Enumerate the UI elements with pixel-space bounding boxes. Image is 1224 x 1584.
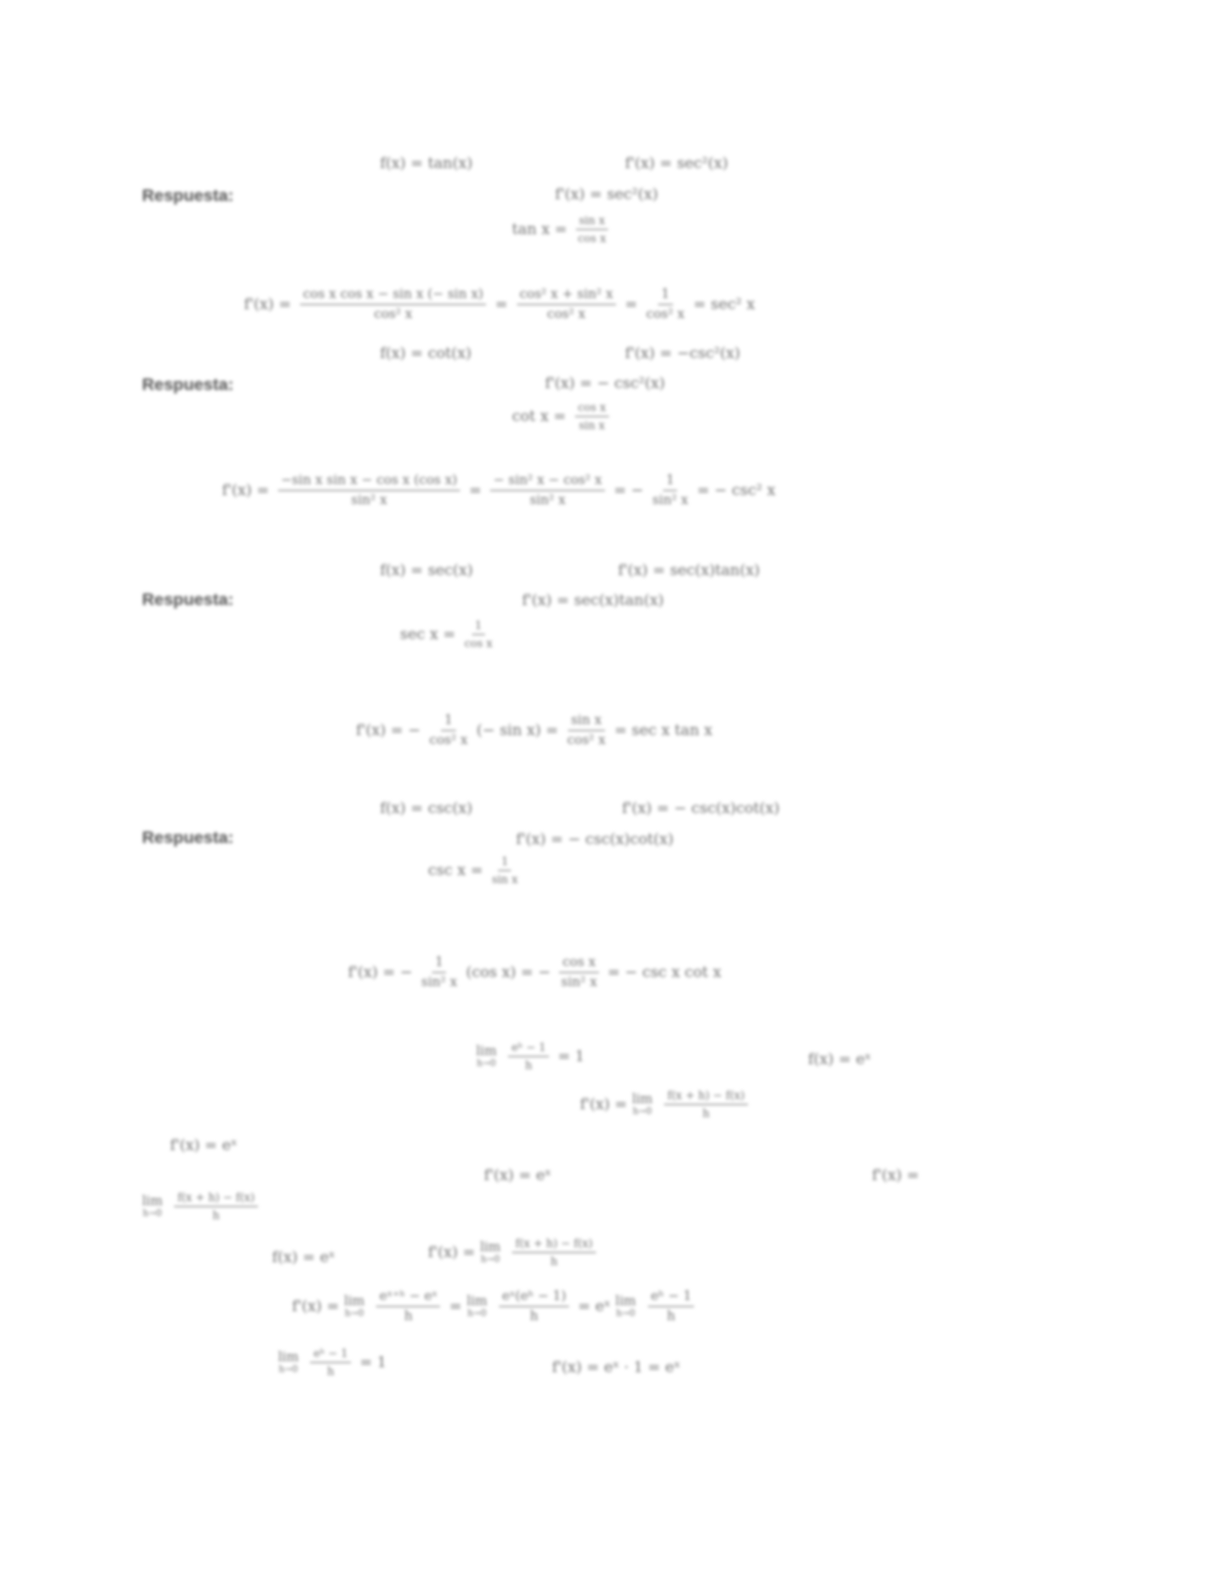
derivation-line	[244, 288, 755, 321]
row-b-derivation	[292, 1290, 698, 1323]
numerator: f(x + h) − f(x)	[512, 1238, 595, 1253]
claim-line: f'(x) = sec(x)tan(x)	[522, 591, 664, 609]
identity-denominator: cos x	[577, 232, 607, 245]
numerator: 1	[441, 714, 455, 731]
lim-text: lim	[466, 1293, 488, 1309]
identity-fraction	[464, 620, 492, 649]
derivation-lhs: f'(x) =	[292, 1297, 340, 1315]
limit-result: = 1	[557, 1047, 585, 1065]
numerator: 1	[432, 956, 446, 973]
limit-operator	[480, 1241, 501, 1265]
derivation-fraction-1	[429, 714, 467, 747]
identity-line	[512, 215, 612, 244]
lim-text: lim	[615, 1293, 636, 1309]
respuesta-label: Respuesta:	[142, 828, 234, 847]
definition-fraction	[664, 1090, 747, 1119]
identity-numerator: sin x	[576, 215, 608, 230]
lim-subscript: h→0	[632, 1106, 652, 1117]
stray-fraction	[174, 1192, 257, 1221]
limit-result: = 1	[359, 1353, 387, 1371]
derivation-fraction-1	[421, 956, 457, 989]
stray-derivative-middle: f'(x) = eˣ	[484, 1166, 552, 1184]
identity-numerator: 1	[498, 856, 511, 871]
given-derivative: f'(x) = − csc(x)cot(x)	[622, 799, 780, 817]
numerator: eʰ − 1	[508, 1042, 548, 1057]
given-function: f(x) = cot(x)	[380, 344, 472, 362]
derivation-line	[348, 956, 721, 989]
derivation-line	[356, 714, 713, 747]
lim-text: lim	[476, 1043, 497, 1059]
row-c-limit	[278, 1348, 387, 1377]
derivation-fraction-2	[517, 288, 617, 321]
limit-operator	[344, 1295, 365, 1319]
derivation-middle: (− sin x) =	[476, 721, 559, 739]
lim-text: lim	[278, 1349, 299, 1365]
limit-operator	[142, 1195, 163, 1219]
denominator: h	[550, 1255, 558, 1268]
numerator: −sin x sin x − cos x (cos x)	[278, 474, 460, 491]
denominator: cos² x	[547, 307, 586, 322]
derivation-middle: (cos x) = −	[465, 963, 551, 981]
denominator: sin² x	[421, 975, 458, 990]
numerator: cos² x + sin² x	[517, 288, 617, 305]
numerator: cos x cos x − sin x (− sin x)	[300, 288, 486, 305]
limit-fraction	[508, 1042, 548, 1071]
derivative-definition	[580, 1090, 752, 1119]
equals-minus: = −	[613, 481, 644, 499]
given-derivative: f'(x) = −csc²(x)	[625, 344, 741, 362]
respuesta-label: Respuesta:	[142, 590, 234, 609]
denominator: cos² x	[646, 307, 685, 322]
row-a-definition	[428, 1238, 600, 1267]
equals-sign: =	[624, 295, 638, 313]
lim-subscript: h→0	[480, 1254, 500, 1265]
limit-operator	[278, 1351, 299, 1375]
denominator: h	[666, 1309, 676, 1324]
derivation-fraction-3	[652, 474, 688, 507]
identity-line	[512, 402, 613, 431]
lim-text: lim	[343, 1293, 365, 1309]
numerator: 1	[663, 474, 677, 491]
given-derivative: f'(x) = sec²(x)	[625, 154, 729, 172]
numerator: eˣ(eʰ − 1)	[499, 1290, 569, 1307]
given-function: f(x) = csc(x)	[380, 799, 473, 817]
exp-function: f(x) = eˣ	[808, 1050, 872, 1068]
denominator: sin² x	[529, 493, 566, 508]
identity-lhs: csc x =	[428, 861, 484, 879]
numerator: eʰ − 1	[648, 1290, 695, 1307]
identity-lhs: tan x =	[512, 220, 568, 238]
limit-operator	[632, 1093, 653, 1117]
given-derivative: f'(x) = sec(x)tan(x)	[618, 561, 760, 579]
limit-operator	[467, 1295, 488, 1319]
identity-line	[400, 620, 496, 649]
numerator: − sin² x − cos² x	[490, 474, 605, 491]
lim-text: lim	[142, 1193, 163, 1209]
numerator: f(x + h) − f(x)	[174, 1192, 257, 1207]
denominator: h	[529, 1309, 539, 1324]
stray-limit-definition	[142, 1192, 262, 1221]
definition-lhs: f'(x) =	[580, 1095, 628, 1113]
denominator: h	[404, 1309, 413, 1324]
derivation-fraction-2	[567, 714, 605, 747]
claim-line: f'(x) = − csc²(x)	[545, 374, 665, 392]
derivation-result: = sec x tan x	[614, 721, 713, 739]
numerator: eʰ − 1	[310, 1348, 350, 1363]
derivation-result: = sec² x	[693, 295, 755, 313]
derivation-fraction-2	[490, 474, 605, 507]
limit-statement	[476, 1042, 585, 1071]
claim-line: f'(x) = sec²(x)	[555, 185, 659, 203]
derivation-lhs: f'(x) = −	[348, 963, 413, 981]
row-b-fraction-1	[376, 1290, 440, 1323]
given-function: f(x) = sec(x)	[380, 561, 473, 579]
identity-fraction	[492, 856, 518, 885]
equals-exp: = eˣ	[577, 1297, 611, 1315]
denominator: h	[327, 1365, 335, 1378]
identity-lhs: sec x =	[400, 625, 456, 643]
denominator: h	[702, 1107, 710, 1120]
identity-denominator: cos x	[464, 637, 493, 650]
denominator: cos² x	[373, 307, 413, 322]
lim-subscript: h→0	[467, 1308, 487, 1319]
derivation-lhs: f'(x) =	[222, 481, 270, 499]
derivation-result: = − csc² x	[697, 481, 776, 499]
derivation-lhs: f'(x) =	[244, 295, 292, 313]
respuesta-label: Respuesta:	[142, 375, 234, 394]
identity-numerator: 1	[472, 620, 485, 635]
identity-numerator: cos x	[575, 402, 609, 417]
identity-lhs: cot x =	[512, 407, 567, 425]
equals-sign: =	[495, 295, 508, 313]
definition-lhs: f'(x) =	[428, 1243, 476, 1261]
row-b-fraction-2	[499, 1290, 569, 1323]
lim-subscript: h→0	[344, 1308, 364, 1319]
given-function: f(x) = tan(x)	[380, 154, 473, 172]
lim-text: lim	[479, 1239, 501, 1255]
equals-sign: =	[449, 1297, 462, 1315]
stray-derivative-right: f'(x) =	[872, 1166, 920, 1184]
derivation-fraction-2	[559, 956, 598, 989]
identity-fraction	[576, 215, 608, 244]
row-c-fraction	[310, 1348, 350, 1377]
denominator: h	[525, 1059, 533, 1072]
derivation-fraction-3	[646, 288, 684, 321]
respuesta-label: Respuesta:	[142, 186, 234, 205]
limit-operator	[615, 1295, 636, 1319]
identity-fraction	[575, 402, 609, 431]
numerator: eˣ⁺ʰ − eˣ	[376, 1290, 440, 1307]
stray-derivative-left: f'(x) = eˣ	[170, 1136, 238, 1154]
row-a-fraction	[512, 1238, 595, 1267]
lim-text: lim	[631, 1091, 653, 1107]
identity-denominator: sin x	[578, 419, 605, 432]
denominator: sin² x	[652, 493, 689, 508]
row-a-function: f(x) = eˣ	[272, 1248, 336, 1266]
lim-subscript: h→0	[616, 1308, 636, 1319]
equals-sign: =	[469, 481, 482, 499]
final-result: f'(x) = eˣ · 1 = eˣ	[552, 1358, 681, 1376]
lim-subscript: h→0	[278, 1364, 298, 1375]
derivation-fraction-1	[300, 288, 486, 321]
numerator: sin x	[568, 714, 605, 731]
derivation-fraction-1	[278, 474, 460, 507]
derivation-line	[222, 474, 775, 507]
denominator: sin² x	[561, 975, 598, 990]
row-b-fraction-3	[648, 1290, 695, 1323]
limit-operator	[476, 1045, 497, 1069]
numerator: 1	[658, 288, 672, 305]
identity-line	[428, 856, 522, 885]
numerator: f(x + h) − f(x)	[664, 1090, 747, 1105]
denominator: cos² x	[567, 733, 606, 748]
derivation-lhs: f'(x) = −	[356, 721, 421, 739]
lim-subscript: h→0	[476, 1058, 496, 1069]
numerator: cos x	[559, 956, 598, 973]
denominator: sin² x	[351, 493, 388, 508]
denominator: h	[212, 1209, 220, 1222]
identity-denominator: sin x	[491, 873, 518, 886]
denominator: cos² x	[429, 733, 468, 748]
claim-line: f'(x) = − csc(x)cot(x)	[516, 830, 674, 848]
lim-subscript: h→0	[142, 1208, 162, 1219]
derivation-result: = − csc x cot x	[607, 963, 722, 981]
